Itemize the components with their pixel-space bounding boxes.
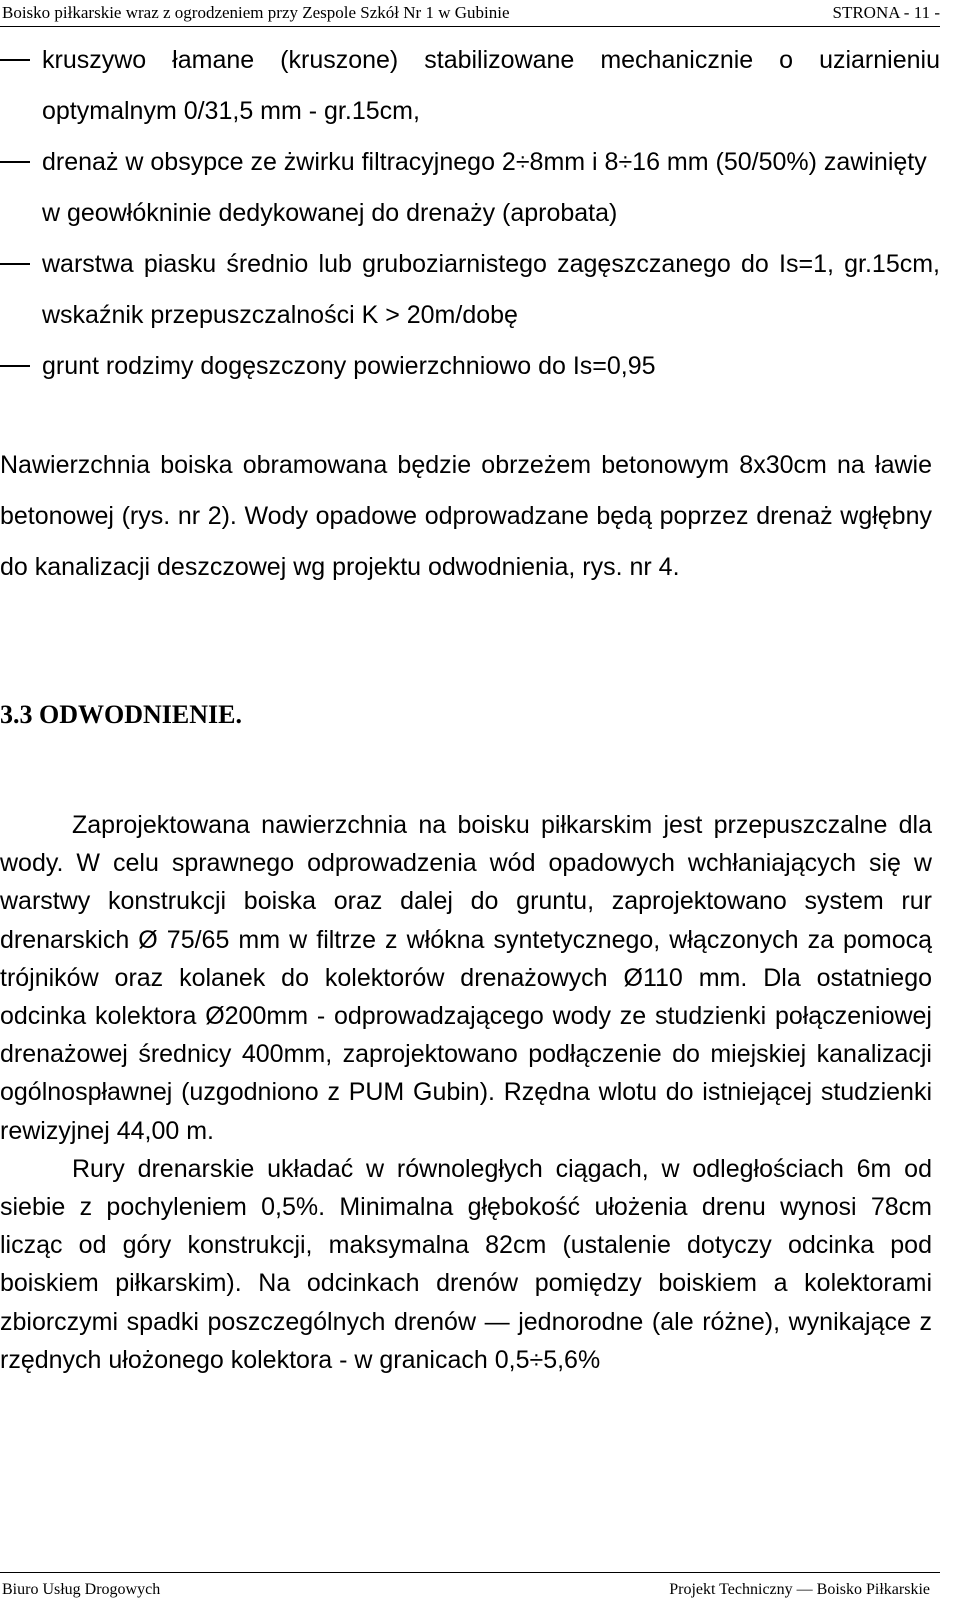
list-item — [0, 239, 940, 341]
footer-project: Projekt Techniczny — Boisko Piłkarskie — [669, 1581, 930, 1598]
section-heading: 3.3 ODWODNIENIE. — [0, 700, 242, 729]
list-item-text: drenaż w obsypce ze żwirku filtracyjnego 2÷8mm i 8÷16 mm (50/50%) zawinięty w geowłókninie dedykowanej do drenaży (aprobata) — [42, 148, 927, 227]
paragraph-body — [0, 806, 932, 1379]
page-footer — [0, 1572, 940, 1603]
list-item — [0, 35, 940, 137]
paragraph-boundary: Nawierzchnia boiska obramowana będzie obrzeżem betonowym 8x30cm na ławie betonowej (rys. nr 2). Wody opadowe odprowadzane będą poprzez drenaż wgłębny do kanalizacji deszczowej wg projektu odwodnienia, rys. nr 4. — [0, 451, 932, 581]
dash-bullet-icon — [0, 161, 30, 163]
list-item-text: grunt rodzimy dogęszczony powierzchniowo do Is=0,95 — [42, 352, 656, 380]
list-item-text: kruszywo łamane (kruszone) stabilizowane mechanicznie o uziarnieniu optymalnym 0/31,5 mm - gr.15cm, — [42, 46, 940, 125]
list-item — [0, 137, 940, 239]
header-document-title: Boisko piłkarskie wraz z ogrodzeniem przy Zespole Szkół Nr 1 w Gubinie — [2, 3, 510, 22]
dash-bullet-icon — [0, 365, 30, 367]
paragraph-pipes: Rury drenarskie układać w równoległych ciągach, w odległościach 6m od siebie z pochyleniem 0,5%. Minimalna głębokość ułożenia drenu wynosi 78cm licząc od góry konstrukcji, maksymalna 82cm (ustalenie dotyczy odcinka pod boiskiem piłkarskim). Na odcinkach drenów pomiędzy boiskiem a kolektorami zbiorczymi spadki poszczególnych drenów — jednorodne (ale różne), wynikające z rzędnych ułożonego kolektora - w granicach 0,5÷5,6% — [0, 1154, 932, 1374]
list-item — [0, 341, 940, 392]
page-header — [0, 0, 940, 27]
dash-bullet-icon — [0, 59, 30, 61]
list-item-text: warstwa piasku średnio lub gruboziarnistego zagęszczanego do Is=1, gr.15cm, wskaźnik przepuszczalności K > 20m/dobę — [42, 250, 940, 329]
header-page-number: STRONA - 11 - — [832, 3, 940, 22]
dash-bullet-icon — [0, 263, 30, 265]
paragraph-drainage: Zaprojektowana nawierzchnia na boisku piłkarskim jest przepuszczalne dla wody. W celu sprawnego odprowadzenia wód opadowych wchłaniających się w warstwy konstrukcji boiska oraz dalej do gruntu, zaprojektowano system rur drenarskich Ø 75/65 mm w filtrze z włókna syntetycznego, włączonych za pomocą trójników oraz kolanek do kolektorów drenażowych Ø110 mm. Dla ostatniego odcinka kolektora Ø200mm - odprowadzającego wody ze studzienki połączeniowej drenażowej średnicy 400mm, zaprojektowano podłączenie do miejskiej kanalizacji ogólnospławnej (uzgodniono z PUM Gubin). Rzędna wlotu do istniejącej studzienki rewizyjnej 44,00 m. — [0, 811, 932, 1145]
footer-company: Biuro Usług Drogowych — [2, 1581, 161, 1598]
